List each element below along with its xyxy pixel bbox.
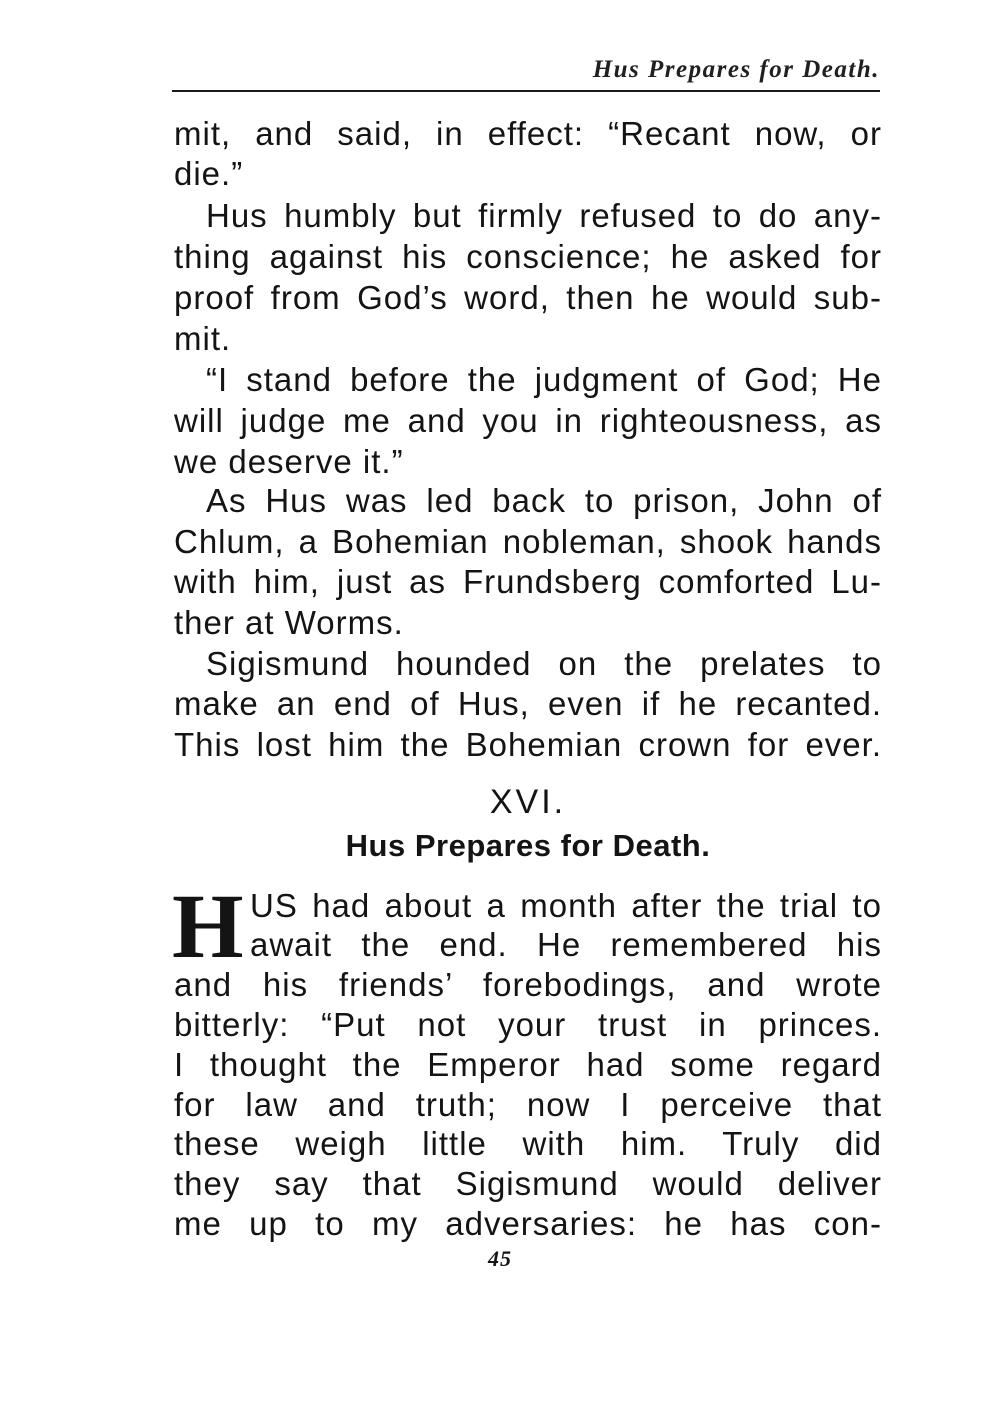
text-line: “I stand before the judgment of God; He	[206, 361, 882, 398]
text-line: This lost him the Bohemian crown for ever.	[174, 726, 882, 763]
text-line: bitterly: “Put not your trust in princes.	[174, 1006, 882, 1043]
text-line: ther at Worms.	[174, 604, 404, 641]
text-line: will judge me and you in righteousness, as	[174, 402, 882, 439]
text-line: die.”	[174, 155, 244, 192]
text-line: US had about a month after the trial to	[250, 887, 882, 924]
text-line: we deserve it.”	[174, 443, 404, 480]
page-number: 45	[488, 1246, 512, 1271]
text-line: As Hus was led back to prison, John of	[206, 482, 882, 519]
text-line: with him, just as Frundsberg comforted Lu-	[174, 563, 882, 600]
text-line: Sigismund hounded on the prelates to	[206, 645, 882, 682]
chapter-title: Hus Prepares for Death.	[345, 828, 711, 863]
text-line: I thought the Emperor had some regard	[174, 1046, 882, 1083]
text-line: they say that Sigismund would deliver	[174, 1165, 882, 1202]
text-line: thing against his conscience; he asked for	[174, 238, 882, 275]
text-line: await the end. He remembered his	[250, 926, 882, 963]
drop-cap: H	[172, 875, 244, 977]
text-line: mit, and said, in effect: “Recant now, or	[174, 115, 882, 152]
header-rule	[172, 90, 880, 92]
chapter-number: XVI.	[489, 783, 567, 821]
text-line: Chlum, a Bohemian nobleman, shook hands	[174, 523, 882, 560]
text-line: and his friends’ forebodings, and wrote	[174, 966, 882, 1003]
text-line: for law and truth; now I perceive that	[174, 1086, 882, 1123]
running-head: Hus Prepares for Death.	[592, 56, 880, 83]
text-line: me up to my adversaries: he has con-	[174, 1205, 882, 1242]
text-line: these weigh little with him. Truly did	[174, 1125, 882, 1162]
text-line: Hus humbly but firmly refused to do any-	[206, 197, 882, 234]
text-line: make an end of Hus, even if he recanted.	[174, 685, 882, 722]
text-line: proof from God’s word, then he would sub-	[174, 279, 882, 316]
text-line: mit.	[174, 320, 232, 357]
